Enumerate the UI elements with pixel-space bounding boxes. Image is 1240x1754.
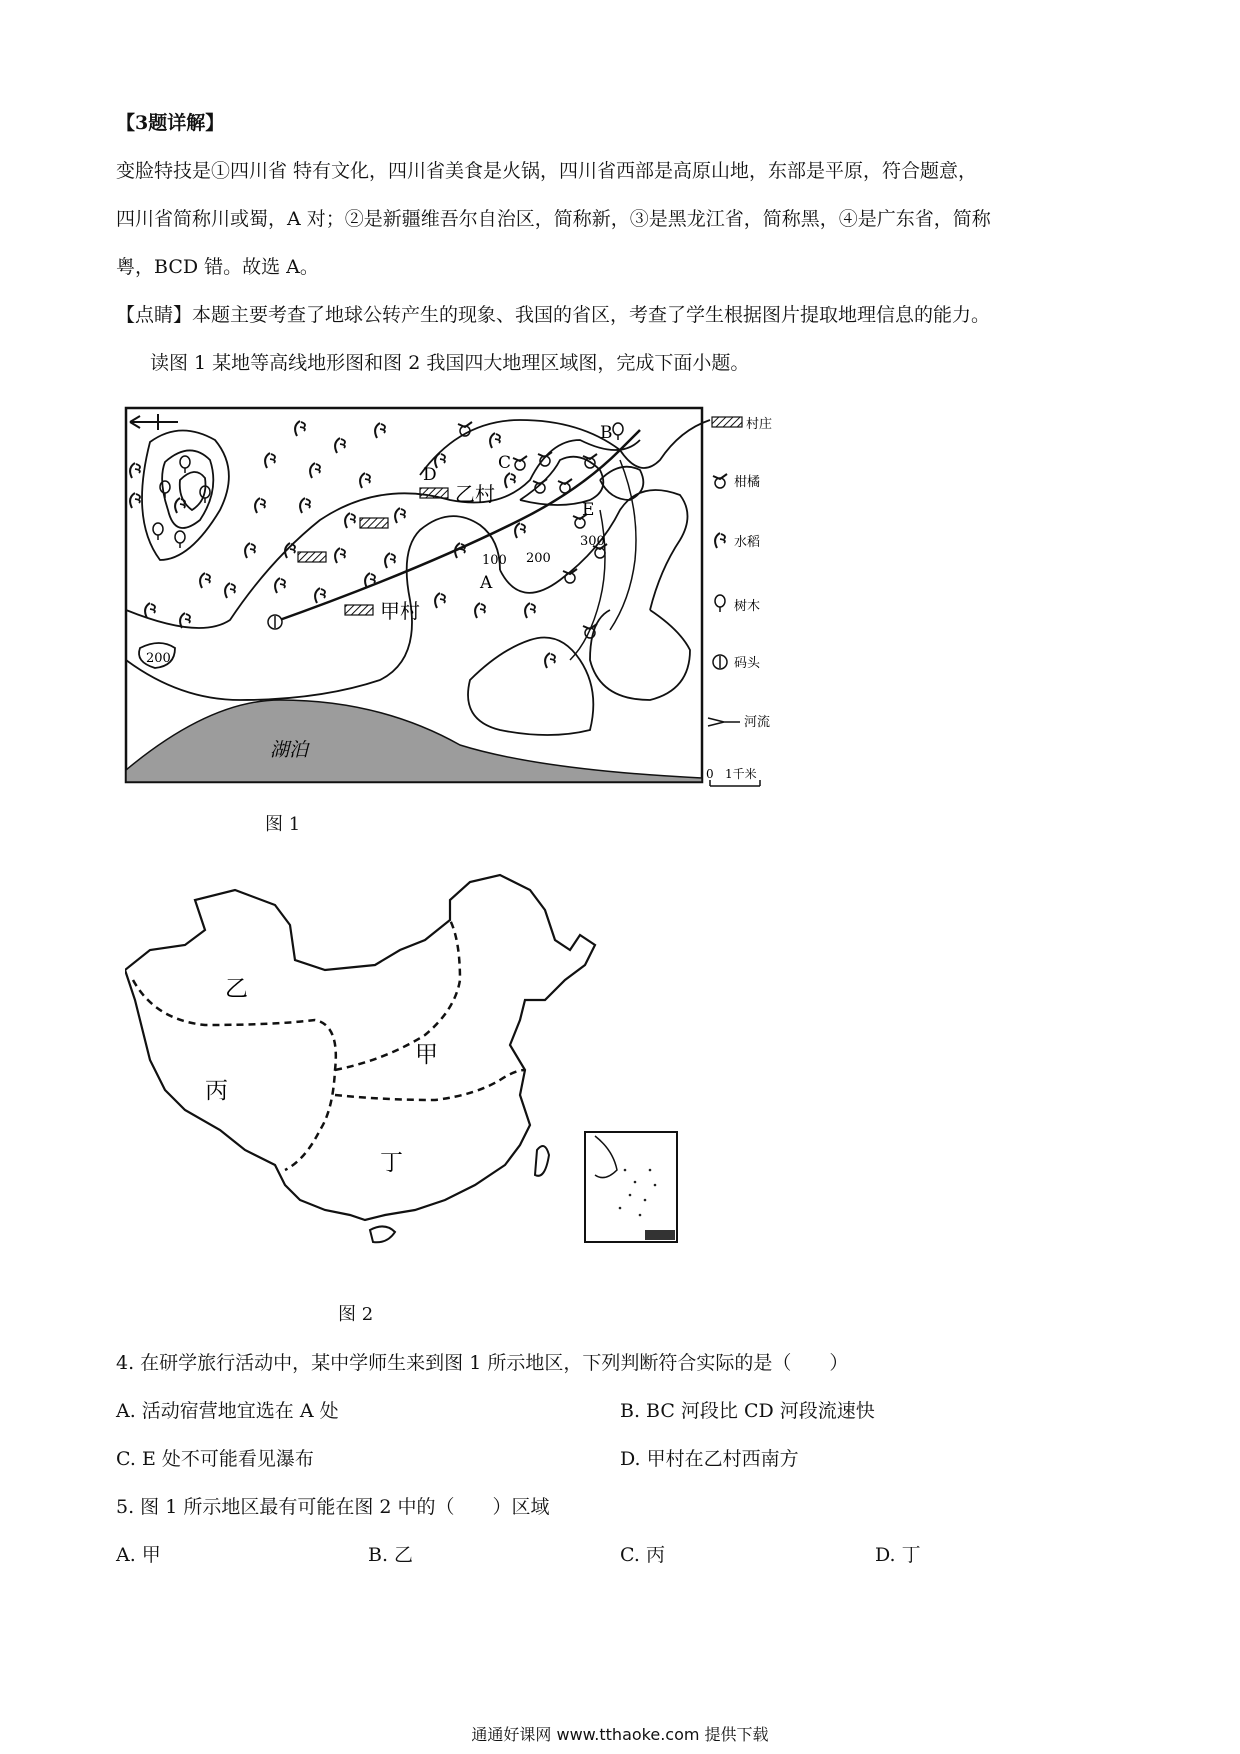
- legend-dock: 码头: [734, 656, 761, 671]
- lake-label: 湖泊: [270, 739, 309, 761]
- contour-200-east: 200: [526, 551, 551, 566]
- question-5-stem: 5. 图 1 所示地区最有可能在图 2 中的（ ）区域: [116, 1496, 550, 1518]
- question-5-option-d[interactable]: D. 丁: [875, 1544, 921, 1566]
- contour-map-figure: [120, 400, 800, 800]
- question-5-option-b[interactable]: B. 乙: [368, 1544, 414, 1566]
- contour-100: 100: [482, 553, 507, 568]
- region-bing-label: 丙: [205, 1078, 228, 1104]
- tip-line: 【点睛】本题主要考查了地球公转产生的现象、我国的省区，考查了学生根据图片提取地理信息的能力。: [116, 304, 991, 326]
- question-4-option-b[interactable]: B. BC 河段比 CD 河段流速快: [620, 1400, 875, 1422]
- region-jia-label: 甲: [415, 1042, 438, 1068]
- inset-label-box: [645, 1230, 675, 1240]
- section-heading: 【3题详解】: [116, 112, 225, 134]
- question-4-stem: 4. 在研学旅行活动中，某中学师生来到图 1 所示地区，下列判断符合实际的是（ ）: [116, 1352, 849, 1374]
- fig2-caption: 图 2: [338, 1304, 374, 1325]
- china-regions-figure: [125, 870, 695, 1290]
- point-A: A: [480, 573, 493, 593]
- question-5-option-c[interactable]: C. 丙: [620, 1544, 665, 1566]
- legend-rice: 水稻: [734, 535, 761, 550]
- south-china-sea-inset: [585, 1132, 677, 1242]
- explanation-line-3: 粤，BCD 错。故选 A。: [116, 256, 319, 278]
- map-legend: [706, 416, 772, 786]
- point-B: B: [600, 423, 613, 443]
- region-yi-label: 乙: [225, 976, 248, 1002]
- point-C: C: [498, 453, 512, 473]
- scale-unit: 1千米: [725, 767, 757, 781]
- contour-200-west: 200: [146, 651, 171, 666]
- point-D: D: [423, 465, 437, 485]
- question-4-option-a[interactable]: A. 活动宿营地宜选在 A 处: [116, 1400, 339, 1422]
- village-jia-label: 甲村: [380, 599, 420, 623]
- legend-river: 河流: [744, 715, 771, 730]
- fig1-caption: 图 1: [265, 814, 301, 835]
- page-footer: 通通好课网 www.tthaoke.com 提供下载: [471, 1725, 769, 1744]
- intro-line: 读图 1 某地等高线地形图和图 2 我国四大地理区域图，完成下面小题。: [150, 352, 750, 374]
- contour-300: 300: [580, 534, 605, 549]
- point-E: E: [582, 500, 595, 520]
- legend-orange: 柑橘: [734, 475, 761, 490]
- question-5-option-a[interactable]: A. 甲: [116, 1544, 161, 1566]
- hainan-island: [370, 1226, 395, 1242]
- china-outline: [125, 875, 595, 1220]
- question-4-option-c[interactable]: C. E 处不可能看见瀑布: [116, 1448, 314, 1470]
- region-ding-label: 丁: [380, 1150, 403, 1176]
- explanation-line-1: 变脸特技是①四川省 特有文化，四川省美食是火锅，四川省西部是高原山地，东部是平原，符合题意，: [116, 160, 978, 182]
- explanation-line-2: 四川省简称川或蜀，A 对；②是新疆维吾尔自治区，简称新，③是黑龙江省，简称黑，④是广东省，简称: [116, 208, 991, 230]
- scale-zero: 0: [706, 767, 714, 781]
- village-yi-label: 乙村: [455, 482, 495, 506]
- taiwan-island: [535, 1146, 549, 1176]
- question-4-option-d[interactable]: D. 甲村在乙村西南方: [620, 1448, 799, 1470]
- legend-village: 村庄: [746, 417, 773, 432]
- legend-tree: 树木: [734, 599, 761, 614]
